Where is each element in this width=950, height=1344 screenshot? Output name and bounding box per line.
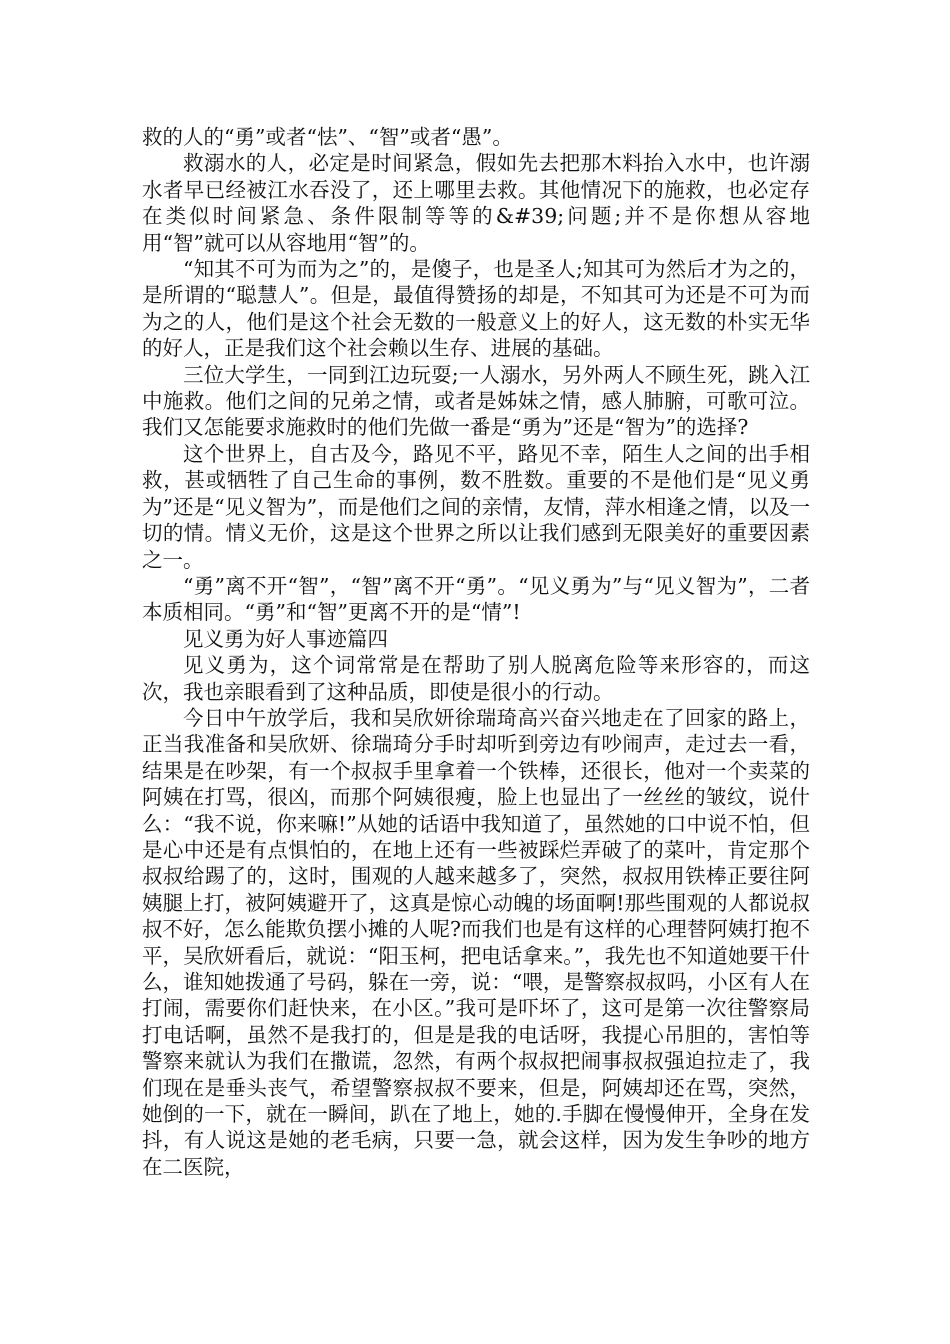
paragraph: 这个世界上，自古及今，路见不平，路见不幸，陌生人之间的出手相救，甚或牺牲了自己生命的事例，数不胜数。重要的不是他们是“见义勇为”还是“见义智为”，而是他们之间的亲情，友情，萍水相逢之情，以及一切的情。情义无价，这是这个世界之所以让我们感到无限美好的重要因素之一。: [142, 441, 810, 572]
paragraph: 三位大学生，一同到江边玩耍;一人溺水，另外两人不顾生死，跳入江中施救。他们之间的兄弟之情，或者是姊妹之情，感人肺腑，可歌可泣。我们又怎能要求施救时的他们先做一番是“勇为”还是“智为”的选择?: [142, 362, 810, 440]
paragraph: 今日中午放学后，我和吴欣妍徐瑞琦高兴奋兴地走在了回家的路上，正当我准备和吴欣妍、徐瑞琦分手时却听到旁边有吵闹声，走过去一看，结果是在吵架，有一个叔叔手里拿着一个铁棒，还很长，他对一个卖菜的阿姨在打骂，很凶，而那个阿姨很瘦，脸上也显出了一丝丝的皱纹，说什么：“我不说，你来嘛!”从她的话语中我知道了，虽然她的口中说不怕，但是心中还是有点惧怕的，在地上还有一些被踩烂弄破了的菜叶，肯定那个叔叔给踢了的，这时，围观的人越来越多了，突然，叔叔用铁棒正要往阿姨腿上打，被阿姨避开了，这真是惊心动魄的场面啊!那些围观的人都说叔叔不好，怎么能欺负摆小摊的人呢?而我们也是有这样的心理替阿姨打抱不平，吴欣妍看后，就说：“阳玉柯，把电话拿来。”，我先也不知道她要干什么，谁知她拨通了号码，躲在一旁，说：“喂，是警察叔叔吗，小区有人在打闹，需要你们赶快来，在小区。”我可是吓坏了，这可是第一次往警察局打电话啊，虽然不是我打的，但是是我的电话呀，我提心吊胆的，害怕等警察来就认为我们在撒谎，忽然，有两个叔叔把闹事叔叔强迫拉走了，我们现在是垂头丧气，希望警察叔叔不要来，但是，阿姨却还在骂，突然，她倒的一下，就在一瞬间，趴在了地上，她的.手脚在慢慢伸开，全身在发抖，有人说这是她的老毛病，只要一急，就会这样，因为发生争吵的地方在二医院，: [142, 705, 810, 1179]
paragraph: “知其不可为而为之”的，是傻子，也是圣人;知其可为然后才为之的，是所谓的“聪慧人”。但是，最值得赞扬的却是，不知其可为还是不可为而为之的人，他们是这个社会无数的一般意义上的好人，这无数的朴实无华的好人，正是我们这个社会赖以生存、进展的基础。: [142, 257, 810, 361]
section-heading: 见义勇为好人事迹篇四: [183, 626, 388, 651]
paragraph: “勇”离不开“智”，“智”离不开“勇”。“见义勇为”与“见义智为”，二者本质相同。“勇”和“智”更离不开的是“情”!: [142, 573, 810, 625]
document-body: [142, 124, 810, 1180]
paragraph: 救的人的“勇”或者“怯”、“智”或者“愚”。: [142, 125, 513, 149]
paragraph: 救溺水的人，必定是时间紧急，假如先去把那木料抬入水中，也许溺水者早已经被江水吞没了，还上哪里去救。其他情况下的施救，也必定存在类似时间紧急、条件限制等等的&#39;问题;并不是你想从容地用“智”就可以从容地用“智”的。: [142, 151, 810, 255]
paragraph: 见义勇为，这个词常常是在帮助了别人脱离危险等来形容的，而这次，我也亲眼看到了这种品质，即使是很小的行动。: [142, 653, 810, 704]
